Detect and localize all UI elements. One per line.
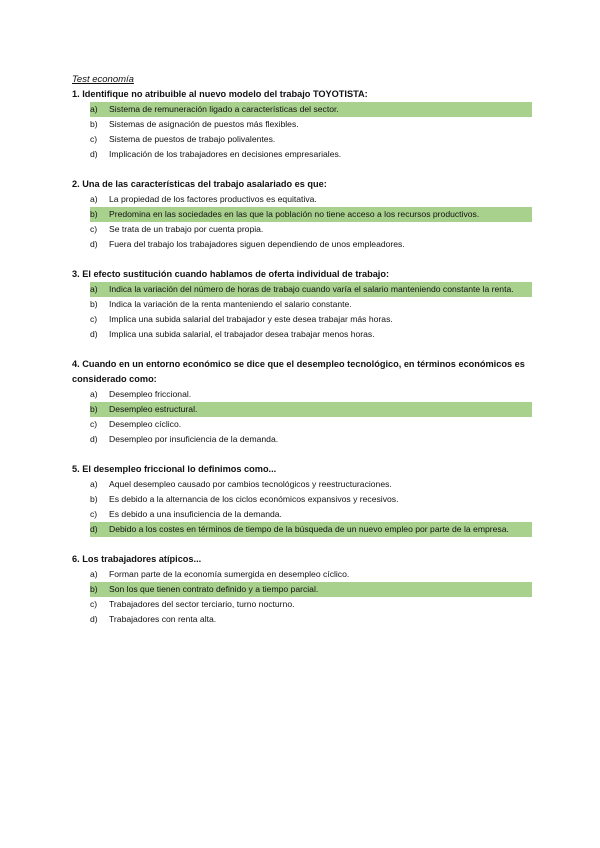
option	[72, 192, 532, 207]
option-letter: c)	[90, 314, 98, 324]
option-text: Predomina en las sociedades en las que la población no tiene acceso a los recursos productivos.	[109, 207, 532, 222]
option-text: Sistema de remuneración ligado a características del sector.	[109, 102, 532, 117]
option	[72, 237, 532, 252]
question-text: 1. Identifique no atribuible al nuevo modelo del trabajo TOYOTISTA:	[72, 89, 368, 99]
question-text: 2. Una de las características del trabajo asalariado es que:	[72, 179, 327, 189]
option	[72, 507, 532, 522]
option-text: Se trata de un trabajo por cuenta propia.	[109, 224, 264, 234]
option-letter: b)	[90, 119, 98, 129]
question-block	[72, 552, 532, 627]
question-text: 3. El efecto sustitución cuando hablamos de oferta individual de trabajo:	[72, 269, 390, 279]
option-letter: b)	[90, 494, 98, 504]
option	[72, 432, 532, 447]
option-letter: c)	[90, 224, 98, 234]
option-text: Desempleo por insuficiencia de la demanda.	[109, 434, 279, 444]
option	[72, 312, 532, 327]
option	[72, 612, 532, 627]
option-text: Es debido a una insuficiencia de la demanda.	[109, 509, 282, 519]
option-letter: a)	[90, 102, 109, 117]
option-text: Desempleo estructural.	[109, 402, 532, 417]
option-text: Trabajadores con renta alta.	[109, 614, 217, 624]
option-letter: d)	[90, 522, 109, 537]
option-text: Fuera del trabajo los trabajadores siguen dependiendo de unos empleadores.	[109, 239, 405, 249]
option-correct-highlighted	[72, 582, 532, 597]
option	[72, 117, 532, 132]
option-letter: d)	[90, 329, 98, 339]
option-list	[72, 567, 532, 627]
option-text: Son los que tienen contrato definido y a tiempo parcial.	[109, 582, 532, 597]
option-correct-highlighted	[72, 522, 532, 537]
option	[72, 222, 532, 237]
option-letter: c)	[90, 509, 98, 519]
option	[72, 387, 532, 402]
question-list	[72, 87, 532, 627]
option-text: Desempleo friccional.	[109, 389, 192, 399]
option	[72, 297, 532, 312]
option	[72, 477, 532, 492]
document-title: Test economía	[72, 74, 134, 85]
option	[72, 147, 532, 162]
option-letter: c)	[90, 134, 98, 144]
option-letter: b)	[90, 582, 109, 597]
question-block	[72, 267, 532, 342]
option-text: Implica una subida salarial del trabajador y este desea trabajar más horas.	[109, 314, 393, 324]
option-text: Indica la variación de la renta manteniendo el salario constante.	[109, 299, 352, 309]
option-text: Sistema de puestos de trabajo polivalentes.	[109, 134, 276, 144]
option-list	[72, 477, 532, 537]
option-letter: a)	[90, 282, 109, 297]
option-list	[72, 102, 532, 162]
question-block	[72, 177, 532, 252]
option	[72, 417, 532, 432]
option-letter: c)	[90, 599, 98, 609]
option-letter: a)	[90, 194, 98, 204]
option-text: Es debido a la alternancia de los ciclos económicos expansivos y recesivos.	[109, 494, 399, 504]
option-text: Desempleo cíclico.	[109, 419, 182, 429]
option	[72, 597, 532, 612]
option	[72, 492, 532, 507]
option-text: La propiedad de los factores productivos es equitativa.	[109, 194, 317, 204]
option-correct-highlighted	[72, 102, 532, 117]
option-text: Sistemas de asignación de puestos más flexibles.	[109, 119, 299, 129]
option	[72, 132, 532, 147]
option-list	[72, 282, 532, 342]
question-block	[72, 357, 532, 447]
question-block	[72, 462, 532, 537]
option-correct-highlighted	[72, 282, 532, 297]
question-text: 4. Cuando en un entorno económico se dice que el desempleo tecnológico, en términos económicos es considerado como:	[72, 359, 525, 384]
option	[72, 567, 532, 582]
option-letter: b)	[90, 207, 109, 222]
option-text: Implicación de los trabajadores en decisiones empresariales.	[109, 149, 342, 159]
question-text: 6. Los trabajadores atípicos...	[72, 554, 202, 564]
option-correct-highlighted	[72, 207, 532, 222]
option-text: Indica la variación del número de horas de trabajo cuando varía el salario manteniendo constante la renta.	[109, 282, 532, 297]
option-text: Aquel desempleo causado por cambios tecnológicos y reestructuraciones.	[109, 479, 392, 489]
option-letter: d)	[90, 614, 98, 624]
option-text: Forman parte de la economía sumergida en desempleo cíclico.	[109, 569, 350, 579]
option-correct-highlighted	[72, 402, 532, 417]
option-text: Debido a los costes en términos de tiempo de la búsqueda de un nuevo empleo por parte de la empresa.	[109, 522, 532, 537]
option-letter: c)	[90, 419, 98, 429]
question-block	[72, 87, 532, 162]
document-page	[72, 72, 532, 642]
option-list	[72, 387, 532, 447]
option	[72, 327, 532, 342]
option-list	[72, 192, 532, 252]
option-letter: d)	[90, 434, 98, 444]
option-text: Implica una subida salarial, el trabajador desea trabajar menos horas.	[109, 329, 375, 339]
question-text: 5. El desempleo friccional lo definimos como...	[72, 464, 277, 474]
option-text: Trabajadores del sector terciario, turno nocturno.	[109, 599, 295, 609]
option-letter: a)	[90, 569, 98, 579]
option-letter: d)	[90, 239, 98, 249]
option-letter: a)	[90, 389, 98, 399]
option-letter: b)	[90, 402, 109, 417]
option-letter: b)	[90, 299, 98, 309]
option-letter: a)	[90, 479, 98, 489]
option-letter: d)	[90, 149, 98, 159]
